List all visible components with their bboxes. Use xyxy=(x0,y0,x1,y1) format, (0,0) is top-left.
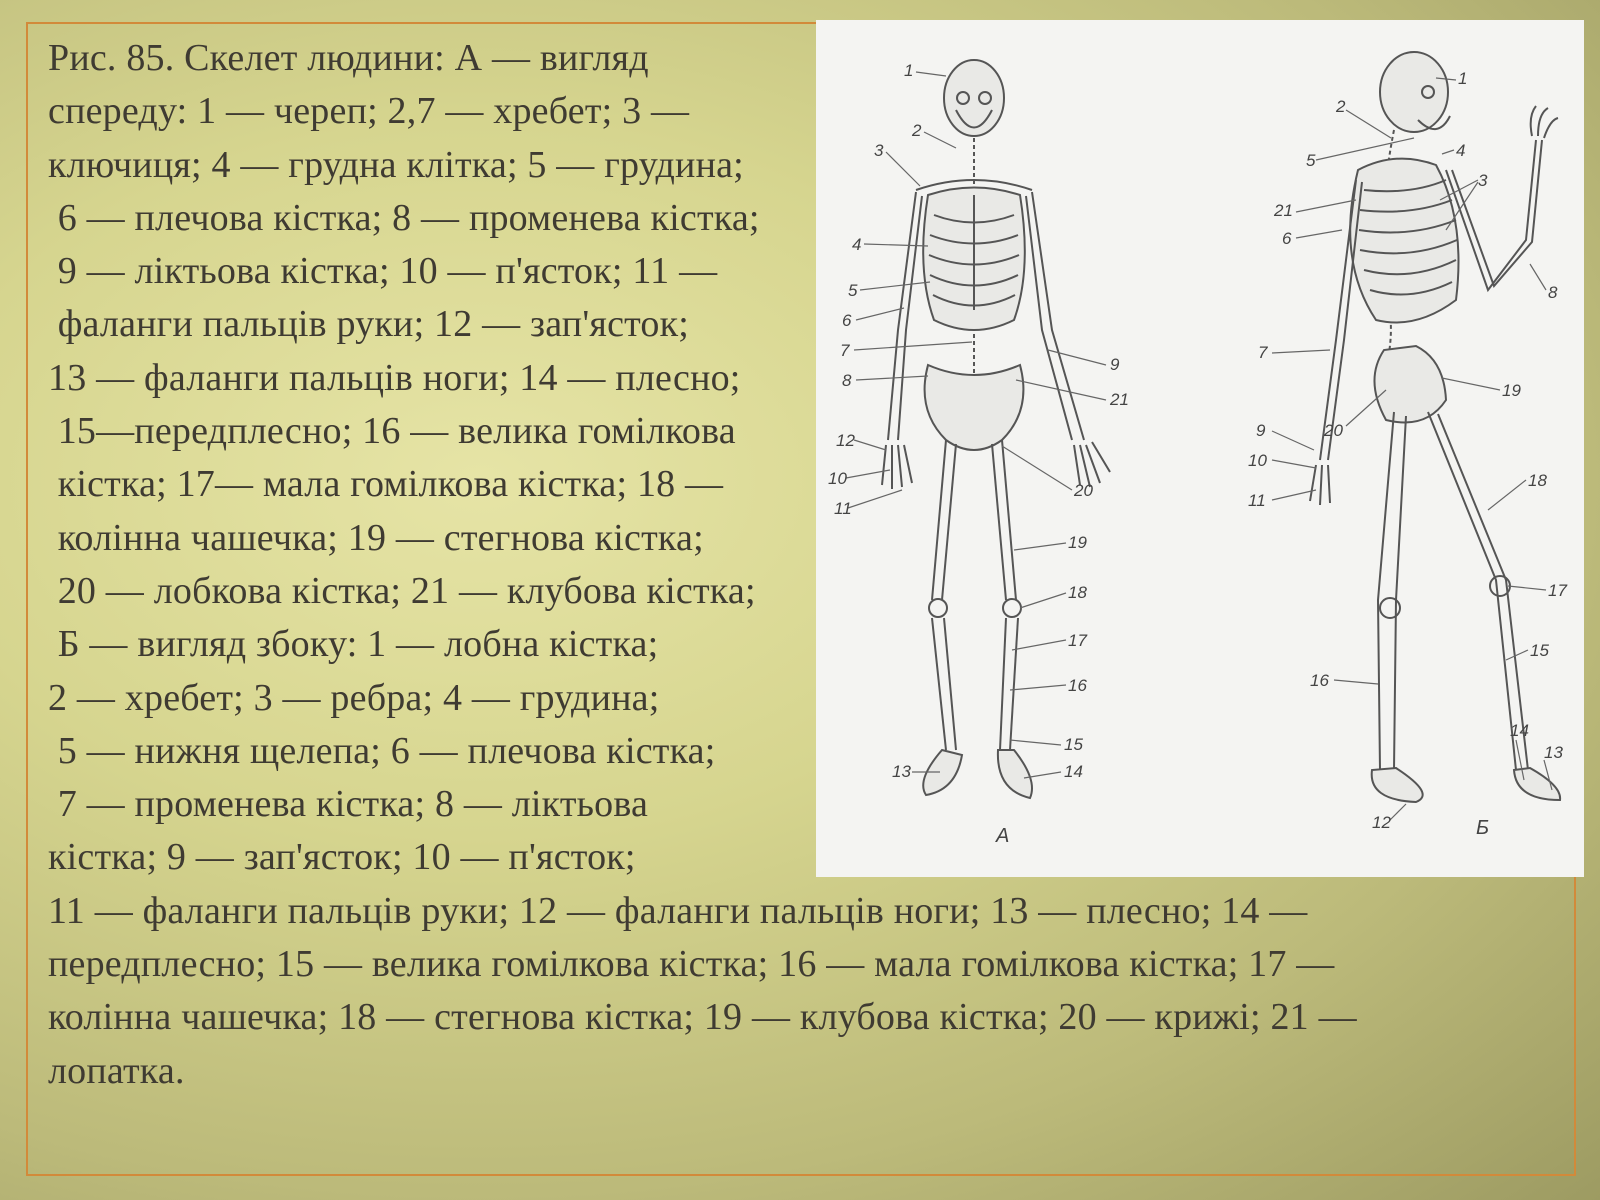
side-label-1: 1 xyxy=(1458,69,1468,88)
caption-line: передплесно; 15 — велика гомілкова кістка; 16 — мала гомілкова кістка; 17 — xyxy=(48,943,1335,986)
side-label-5: 5 xyxy=(1306,151,1316,170)
side-label-6: 6 xyxy=(1282,229,1292,248)
side-label-10: 10 xyxy=(1248,451,1267,470)
side-label-14: 14 xyxy=(1510,721,1529,740)
side-label-12: 12 xyxy=(1372,813,1391,832)
front-label-17: 17 xyxy=(1068,631,1087,650)
caption-line: лопатка. xyxy=(48,1049,185,1092)
caption-line: Б — вигляд збоку: 1 — лобна кістка; xyxy=(48,623,659,666)
caption-line: 2 — хребет; 3 — ребра; 4 — грудина; xyxy=(48,676,660,719)
side-view-caption: Б xyxy=(1476,817,1490,839)
caption-line: ключиця; 4 — грудна клітка; 5 — грудина; xyxy=(48,143,744,186)
front-view-caption: А xyxy=(996,825,1010,847)
side-label-18: 18 xyxy=(1528,471,1547,490)
caption-line: 15—передплесно; 16 — велика гомілкова xyxy=(48,410,736,453)
side-label-21: 21 xyxy=(1274,201,1293,220)
front-label-2: 2 xyxy=(912,121,922,140)
side-label-17: 17 xyxy=(1548,581,1567,600)
caption-line: 6 — плечова кістка; 8 — променева кістка; xyxy=(48,196,760,239)
side-label-13: 13 xyxy=(1544,743,1563,762)
side-label-3: 3 xyxy=(1478,171,1488,190)
front-label-12: 12 xyxy=(836,431,855,450)
front-label-14: 14 xyxy=(1064,762,1083,781)
caption-line: кістка; 17— мала гомілкова кістка; 18 — xyxy=(48,463,724,506)
front-label-18: 18 xyxy=(1068,583,1087,602)
front-label-8: 8 xyxy=(842,371,852,390)
front-label-16: 16 xyxy=(1068,676,1087,695)
caption-line: спереду: 1 — череп; 2,7 — хребет; 3 — xyxy=(48,90,690,133)
caption-line: 11 — фаланги пальців руки; 12 — фаланги пальців ноги; 13 — плесно; 14 — xyxy=(48,889,1308,932)
caption-line: 13 — фаланги пальців ноги; 14 — плесно; xyxy=(48,356,741,399)
front-label-6: 6 xyxy=(842,311,852,330)
caption-line: колінна чашечка; 18 — стегнова кістка; 19 — клубова кістка; 20 — крижі; 21 — xyxy=(48,996,1357,1039)
figure-caption xyxy=(48,32,1568,1098)
front-label-4: 4 xyxy=(852,235,862,254)
side-label-19: 19 xyxy=(1502,381,1521,400)
caption-line: 20 — лобкова кістка; 21 — клубова кістка; xyxy=(48,569,756,612)
side-label-11: 11 xyxy=(1248,491,1266,510)
front-label-1: 1 xyxy=(904,61,914,80)
caption-line: 5 — нижня щелепа; 6 — плечова кістка; xyxy=(48,729,716,772)
front-label-13: 13 xyxy=(892,762,911,781)
side-label-20: 20 xyxy=(1324,421,1343,440)
side-label-15: 15 xyxy=(1530,641,1549,660)
front-label-11: 11 xyxy=(834,499,852,518)
front-label-3: 3 xyxy=(874,141,884,160)
front-label-10: 10 xyxy=(828,469,847,488)
side-label-2: 2 xyxy=(1336,97,1346,116)
caption-line: колінна чашечка; 19 — стегнова кістка; xyxy=(48,516,704,559)
front-label-5: 5 xyxy=(848,281,858,300)
caption-line: 7 — променева кістка; 8 — ліктьова xyxy=(48,783,649,826)
side-label-8: 8 xyxy=(1548,283,1558,302)
front-label-20: 20 xyxy=(1074,481,1093,500)
caption-line: 9 — ліктьова кістка; 10 — п'ясток; 11 — xyxy=(48,250,718,293)
front-label-7: 7 xyxy=(840,341,850,360)
front-label-19: 19 xyxy=(1068,533,1087,552)
caption-line: кістка; 9 — зап'ясток; 10 — п'ясток; xyxy=(48,836,636,879)
side-label-7: 7 xyxy=(1258,343,1268,362)
side-label-9: 9 xyxy=(1256,421,1266,440)
side-label-4: 4 xyxy=(1456,141,1466,160)
caption-line: Рис. 85. Скелет людини: А — вигляд xyxy=(48,37,649,79)
caption-line: фаланги пальців руки; 12 — зап'ясток; xyxy=(48,303,690,346)
front-label-21: 21 xyxy=(1110,390,1129,409)
front-label-15: 15 xyxy=(1064,735,1083,754)
front-label-9: 9 xyxy=(1110,355,1120,374)
side-label-16: 16 xyxy=(1310,671,1329,690)
